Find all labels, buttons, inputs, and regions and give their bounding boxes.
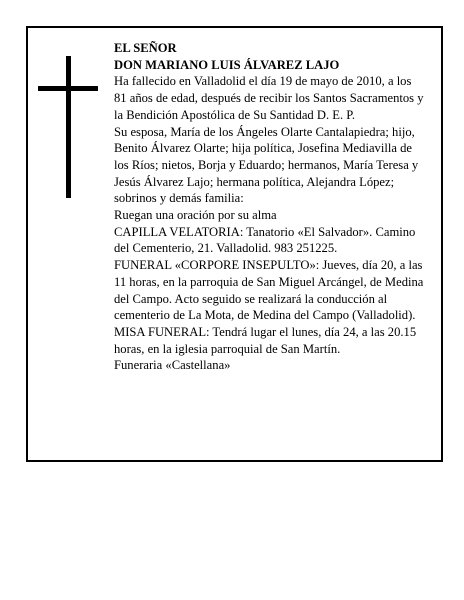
mass-info: MISA FUNERAL: Tendrá lugar el lunes, día 24, a las 20.15 horas, en la iglesia parroquial de San Martín.: [114, 324, 417, 356]
cross-icon: [38, 56, 98, 198]
cross-horizontal-bar: [38, 86, 98, 91]
funeral-info: FUNERAL «CORPORE INSEPULTO»: Jueves, día 20, a las 11 horas, en la parroquia de San Miguel Arcángel, de Medina del Campo. Acto seguido se realizará la conducción al cementerio de La Mota, de Medina del Campo (Valladolid).: [114, 258, 424, 323]
heading-title: EL SEÑOR: [114, 41, 177, 55]
funeral-home: Funeraria «Castellana»: [114, 358, 231, 373]
obituary-notice: [26, 26, 443, 462]
obituary-text: [114, 40, 426, 374]
deceased-name: DON MARIANO LUIS ÁLVAREZ LAJO: [114, 57, 340, 72]
prayer-request: Ruegan una oración por su alma: [114, 208, 277, 223]
wake-info: CAPILLA VELATORIA: Tanatorio «El Salvador». Camino del Cementerio, 21. Valladolid. 983 251225.: [114, 224, 416, 256]
cross-vertical-bar: [66, 56, 71, 198]
death-announcement: Ha fallecido en Valladolid el día 19 de mayo de 2010, a los 81 años de edad, después de recibir los Santos Sacramentos y la Bendición Apostólica de Su Santidad D. E. P.: [114, 74, 424, 122]
family-list: Su esposa, María de los Ángeles Olarte Cantalapiedra; hijo, Benito Álvarez Olarte; hija política, Josefina Mediavilla de los Ríos; nietos, Borja y Eduardo; hermanos, María Teresa y Jesús Álvarez Lajo; hermana política, Alejandra López; sobrinos y demás familia:: [114, 124, 419, 206]
